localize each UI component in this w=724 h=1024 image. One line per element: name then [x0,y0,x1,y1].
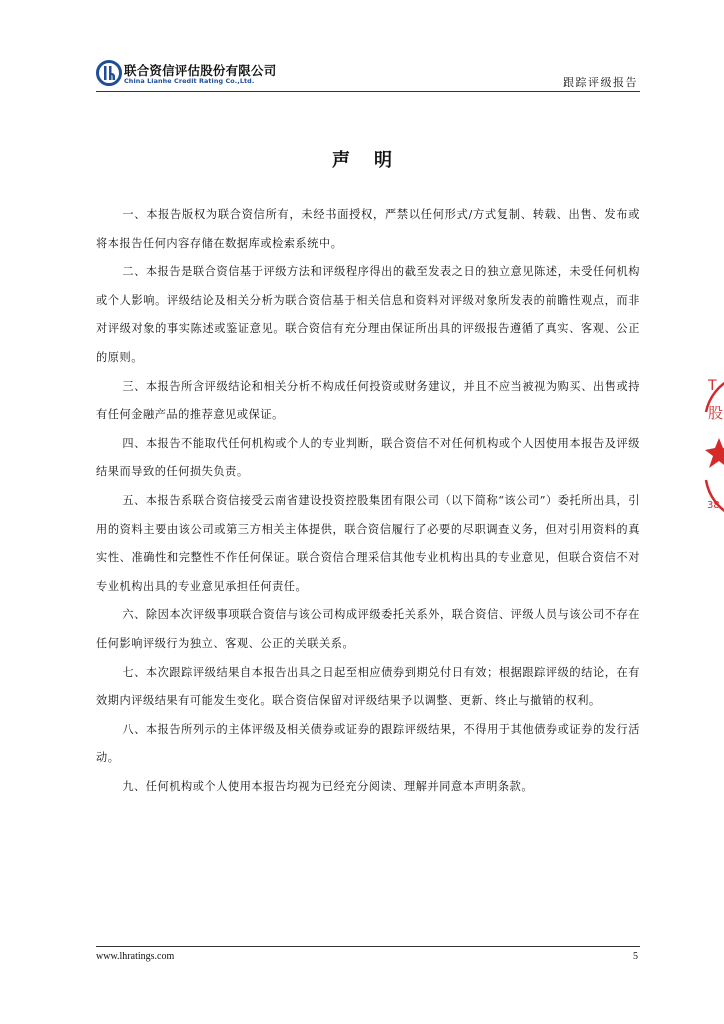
statement-paragraph: 四、本报告不能取代任何机构或个人的专业判断，联合资信不对任何机构或个人因使用本报告及评级结果而导致的任何损失负责。 [96,436,640,479]
footer-url-link[interactable]: www.lhratings.com [96,951,175,962]
statement-paragraph: 九、任何机构或个人使用本报告均视为已经充分阅读、理解并同意本声明条款。 [122,779,534,793]
footer-divider [96,946,640,947]
statement-paragraph: 二、本报告是联合资信基于评级方法和评级程序得出的截至发表之日的独立意见陈述，未受任何机构或个人影响。评级结论及相关分析为联合资信基于相关信息和资料对评级对象所发表的前瞻性观点，而非对评级对象的事实陈述或鉴证意见。联合资信有充分理由保证所出具的评级报告遵循了真实、客观、公正的原则。 [96,265,640,364]
page-number: 5 [633,951,638,962]
seal-stamp-char: 股 [708,404,724,422]
seal-stamp-char: 38 [707,500,720,511]
seal-stamp-char: T [708,378,717,394]
statement-paragraph: 一、本报告版权为联合资信所有，未经书面授权，严禁以任何形式/方式复制、转载、出售、发布或将本报告任何内容存储在数据库或检索系统中。 [96,208,640,250]
seal-stamp [703,372,724,520]
company-name-cn: 联合资信评估股份有限公司 [124,63,277,78]
statement-paragraph: 三、本报告所含评级结论和相关分析不构成任何投资或财务建议，并且不应当被视为购买、出售或持有任何金融产品的推荐意见或保证。 [96,379,640,422]
lianhe-logo-icon [96,60,122,86]
statement-paragraph: 八、本报告所列示的主体评级及相关债券或证券的跟踪评级结果，不得用于其他债券或证券的发行活动。 [96,722,640,765]
statement-paragraph: 七、本次跟踪评级结果自本报告出具之日起至相应债券到期兑付日有效；根据跟踪评级的结论，在有效期内评级结果有可能发生变化。联合资信保留对评级结果予以调整、更新、终止与撤销的权利。 [96,665,640,708]
report-type-label: 跟踪评级报告 [563,76,638,89]
page-header [96,60,640,90]
page-title: 声明 [332,150,416,171]
statement-paragraph: 五、本报告系联合资信接受云南省建设投资控股集团有限公司（以下简称“该公司”）委托所出具，引用的资料主要由该公司或第三方相关主体提供，联合资信履行了必要的尽职调查义务，但对引用资料的真实性、准确性和完整性不作任何保证。联合资信合理采信其他专业机构出具的专业意见，但联合资信不对专业机构出具的专业意见承担任何责任。 [96,493,640,593]
statement-body [96,201,640,801]
statement-paragraph: 六、除因本次评级事项联合资信与该公司构成评级委托关系外，联合资信、评级人员与该公司不存在任何影响评级行为独立、客观、公正的关联关系。 [96,608,640,650]
company-name-en: China Lianhe Credit Rating Co.,Ltd. [124,77,255,85]
header-divider [96,91,640,92]
